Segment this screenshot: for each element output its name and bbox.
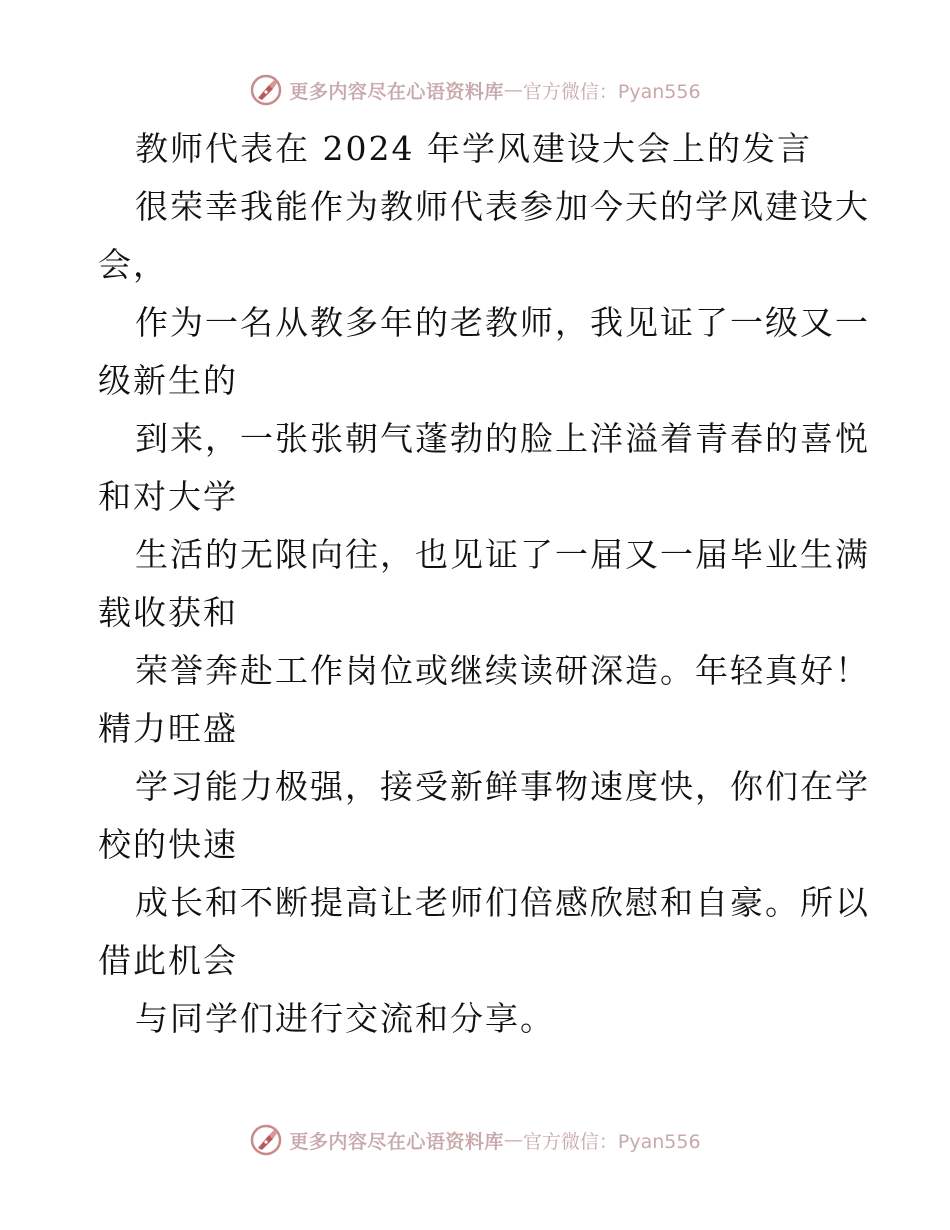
paragraph-line: 生活的无限向往，也见证了一届又一届毕业生满 xyxy=(135,535,870,574)
paragraph-line: 精力旺盛 xyxy=(98,709,238,748)
site-name-text: 更多内容尽在心语资料库 xyxy=(289,1130,504,1153)
fountain-pen-nib-icon xyxy=(249,73,283,107)
footer-banner xyxy=(0,1120,950,1160)
paragraph-line: 作为一名从教多年的老教师，我见证了一级又一 xyxy=(135,303,870,342)
paragraph-line: 级新生的 xyxy=(98,361,238,400)
wechat-text: 官方微信：Pyan556 xyxy=(522,80,701,103)
banner-separator: — xyxy=(503,79,523,101)
paragraph-line: 学习能力极强，接受新鲜事物速度快，你们在学 xyxy=(135,767,870,806)
fountain-pen-nib-icon xyxy=(249,1123,283,1157)
paragraph-line: 与同学们进行交流和分享。 xyxy=(135,999,555,1038)
site-name-text: 更多内容尽在心语资料库 xyxy=(289,80,504,103)
paragraph-line: 很荣幸我能作为教师代表参加今天的学风建设大 xyxy=(135,187,870,226)
document-title: 教师代表在 2024 年学风建设大会上的发言 xyxy=(135,129,812,168)
paragraph-line: 借此机会 xyxy=(98,941,238,980)
paragraph-line: 载收获和 xyxy=(98,593,238,632)
paragraph-line: 和对大学 xyxy=(98,477,238,516)
paragraph-line: 成长和不断提高让老师们倍感欣慰和自豪。所以 xyxy=(135,883,870,922)
paragraph-line: 荣誉奔赴工作岗位或继续读研深造。年轻真好！ xyxy=(135,651,870,690)
paragraph-line: 到来，一张张朝气蓬勃的脸上洋溢着青春的喜悦 xyxy=(135,419,870,458)
document-body xyxy=(98,120,870,1048)
wechat-text: 官方微信：Pyan556 xyxy=(522,1130,701,1153)
header-banner xyxy=(0,70,950,110)
banner-separator: — xyxy=(503,1129,523,1151)
paragraph-line: 会， xyxy=(98,245,168,284)
paragraph-line: 校的快速 xyxy=(98,825,238,864)
